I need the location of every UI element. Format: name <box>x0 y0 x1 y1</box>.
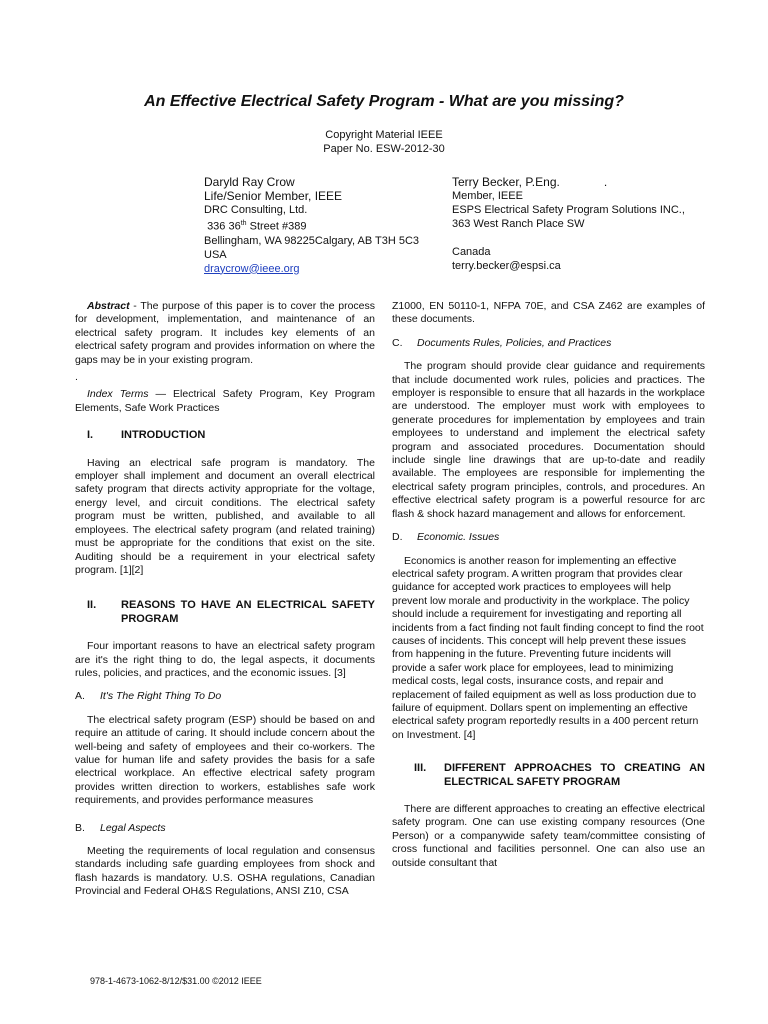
author-city: Bellingham, WA 98225Calgary, AB T3H 5C3 <box>204 234 420 247</box>
author-right <box>452 175 712 273</box>
author-org: DRC Consulting, Ltd. <box>204 204 308 216</box>
paragraph: Having an electrical safe program is mandatory. The employer shall implement and document an overall electrical safety program that directs activity appropriate for the voltage, energy level, and circuit conditions. The electrical safety program must be written, published, and available to all employees. The electrical safety program (and related training) must be appropriate for the conditions that exist on the site. Auditing should be a requirement in your electrical safety program. [1][2] <box>75 456 375 576</box>
paragraph: There are different approaches to creating an effective electrical safety program. One can use existing company resources (One Person) or a companywide safety team/committee consisting of cross functional and facilities personnel. One can also use an outside consultant that <box>392 803 705 869</box>
paragraph: The electrical safety program (ESP) should be based on and require an attitude of caring. It should include concern about the well-being and safety of employees and their co-workers. The value for human life and safety provides the basis for a safe electrical workplace. An effective electrical safety program provides written direction to workers, establishes safe work requirements, and provides performance measures <box>75 713 375 807</box>
author-right-city: Calgary, AB T3H 5C3 <box>314 234 420 247</box>
author-city-spacer <box>452 231 712 245</box>
author-name: Daryld Ray Crow <box>204 175 295 189</box>
paragraph: Four important reasons to have an electrical safety program are it's the right thing to do, the legal aspects, it documents rules, policies, and practices, and the economic issues. [3] <box>75 640 375 679</box>
paper-number: Paper No. ESW-2012-30 <box>323 143 445 155</box>
author-email: terry.becker@espsi.ca <box>452 260 561 272</box>
copyright-line: Copyright Material IEEE <box>325 129 443 141</box>
index-terms: Index Terms — Electrical Safety Program, Key Program Elements, Safe Work Practices <box>75 388 376 414</box>
author-name: Terry Becker, P.Eng. . <box>452 175 608 189</box>
author-left <box>204 175 444 276</box>
left-column <box>75 300 375 909</box>
section-heading-introduction: I. INTRODUCTION <box>87 429 206 442</box>
paragraph: Economics is another reason for implementing an effective electrical safety program. A written program that provides clear guidance for accepted work practices to employees will help prevent low morale and productivity in the workplace. The policy should include a requirement for investigating and reporting all incidents from a fact finding not fault finding concept to find the root causes of incidents. This concept will help prevent these issues from happening in the future. Preventing future incidents will provide a safer work place for employees, lead to minimizing medical costs, legal costs, insurance costs, and repair and replacement of failed equipment as well as loss production due to failure of equipment. Dollars spent on implementing an effective electrical safety program reportedly results in a 400 percent return on Investment. [4] <box>392 554 704 741</box>
paragraph: Z1000, EN 50110-1, NFPA 70E, and CSA Z462 are examples of these documents. <box>392 300 705 326</box>
author-role: Member, IEEE <box>452 190 523 202</box>
author-country: USA <box>204 248 227 261</box>
subsection-heading-legal: B. Legal Aspects <box>75 821 166 834</box>
abstract: Abstract - The purpose of this paper is to cover the process for development, implementation, and maintenance of an electrical safety program. It includes key elements of an electrical safety program and provides information on where the gaps may be in your existing program. <box>75 300 375 366</box>
author-street: 336 36th Street #389 <box>207 220 307 233</box>
section-heading-approaches: III. DIFFERENT APPROACHES TO CREATING AN ELECTRICAL SAFETY PROGRAM <box>414 762 705 788</box>
copyright-block <box>0 128 768 156</box>
paragraph: The program should provide clear guidance and requirements that include documented work rules, policies and practices. The employer is responsible to ensure that all hazards in the workplace are understood. The employer must work with employees to generate procedures for implementation by employees and train employees to understand and implement the electrical safety program and associated procedures. Documentation should include single line drawings that are up-to-date and readily available. The employees are responsible for implementing the electrical safety program principles, controls, and procedures. An effective electrical safety program is a powerful resource for arc flash & shock hazard management and allows for enforcement. <box>392 360 705 520</box>
subsection-heading-economic: D. Economic. Issues <box>392 531 500 544</box>
paper-title: An Effective Electrical Safety Program - What are you missing? <box>144 93 624 110</box>
right-column <box>392 300 705 880</box>
footer-copyright: 978-1-4673-1062-8/12/$31.00 ©2012 IEEE <box>90 976 262 986</box>
abstract-dot: . <box>75 371 78 384</box>
author-role: Life/Senior Member, IEEE <box>204 189 343 203</box>
section-heading-reasons: II. REASONS TO HAVE AN ELECTRICAL SAFETY PROGRAM <box>87 599 375 625</box>
author-street: 363 West Ranch Place SW <box>452 218 585 230</box>
paragraph: Meeting the requirements of local regulation and consensus standards including safe guarding employees from shock and flash hazards is mandatory. U.S. OSHA regulations, Canadian Provincial and Federal OH&S Regulations, ANSI Z10, CSA <box>75 845 375 898</box>
subsection-heading-right-thing: A. It's The Right Thing To Do <box>75 690 222 703</box>
author-country: Canada <box>452 246 491 258</box>
author-email-link[interactable]: draycrow@ieee.org <box>204 262 300 275</box>
author-org: ESPS Electrical Safety Program Solutions INC., <box>452 204 685 216</box>
subsection-heading-documents: C. Documents Rules, Policies, and Practices <box>392 336 612 349</box>
